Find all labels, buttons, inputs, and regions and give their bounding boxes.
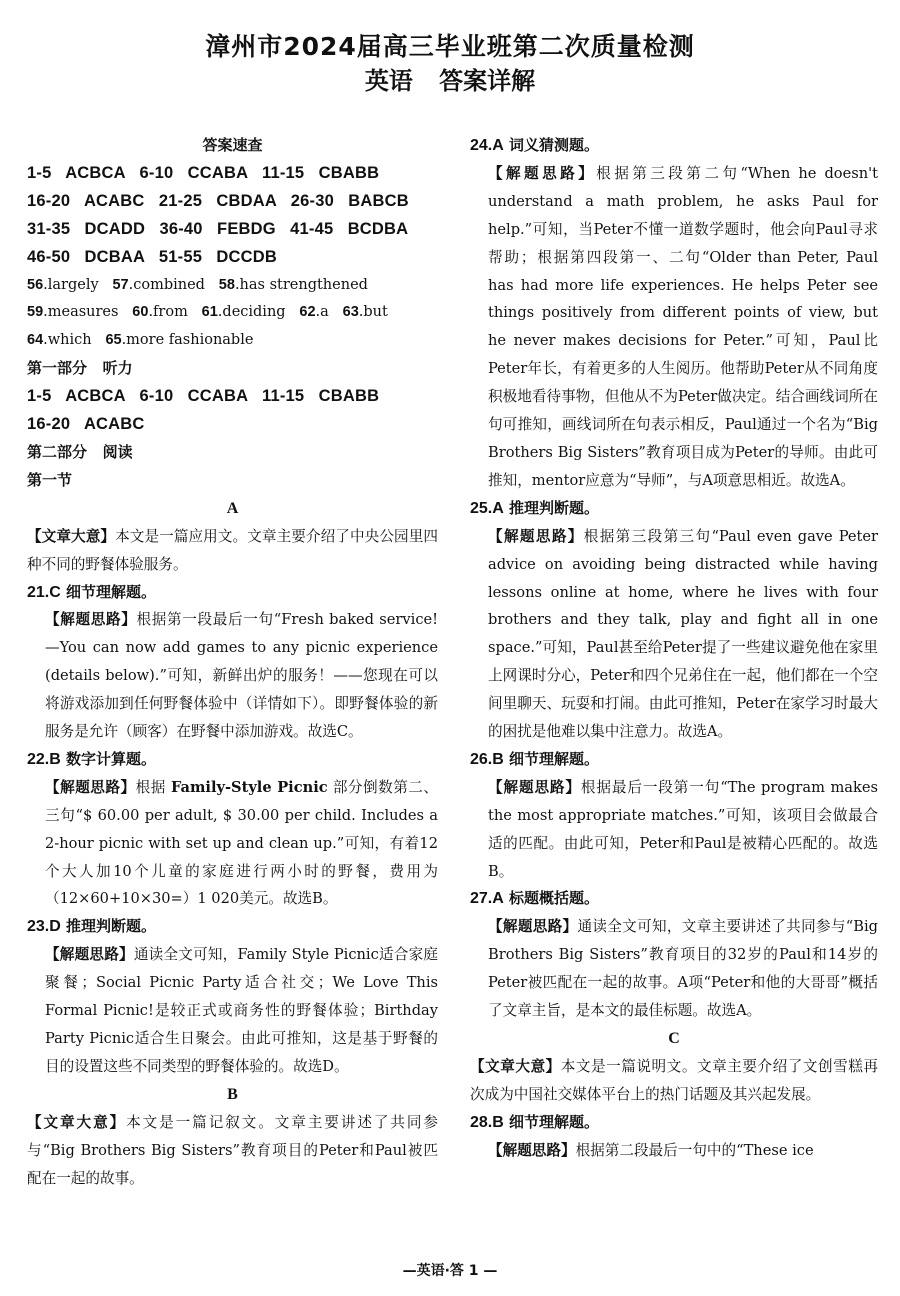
section1-heading: 第一节: [27, 470, 73, 489]
question-number: 26.B: [470, 750, 504, 768]
question-number: 27.A: [470, 890, 504, 908]
explanation-pre: 根据: [135, 778, 166, 796]
explanation-text: 根据最后一段第一句“The program makes the most appropriate matches.”可知，该项目会做最合适的匹配。由此可知，Peter和Paul是被精心匹配的。故选B。: [488, 778, 878, 880]
fill-num: 65: [105, 332, 122, 349]
summary-label: 【文章大意】: [470, 1057, 561, 1075]
question-23-header: [27, 913, 438, 941]
part1-heading: 第一部分 听力: [27, 359, 133, 378]
fill-num: 59: [27, 304, 44, 321]
fill-answer: .a: [315, 304, 329, 321]
explanation-text: 通读全文可知，Family Style Picnic适合家庭聚餐；Social Picnic Party适合社交；We Love This Formal Picnic!是较正式或商务性的野餐体验；Birthday Party Picnic适合生日聚会。由此可推知，这是基于野餐的目的设置这些不同类型的野餐体验的。故选D。: [45, 946, 438, 1075]
left-column: [27, 132, 438, 1192]
fill-row-2: [27, 299, 438, 327]
passage-c-summary: [470, 1053, 878, 1109]
fill-num: 58: [218, 276, 235, 293]
right-column: [470, 132, 878, 1165]
fill-num: 60: [132, 304, 149, 321]
fill-answer: .more fashionable: [121, 332, 254, 349]
fill-answer: .deciding: [217, 304, 286, 321]
page-title: 漳州市2024届高三毕业班第二次质量检测: [205, 32, 695, 61]
explanation-label: 【解题思路】: [488, 1141, 576, 1159]
question-number: 28.B: [470, 1113, 504, 1131]
question-22-header: [27, 746, 438, 774]
question-type: 推理判断题。: [66, 917, 157, 936]
summary-title: 答案速查: [202, 136, 263, 154]
explanation-label: 【解题思路】: [488, 918, 578, 936]
page-footer: —英语·答 1 —: [402, 1263, 498, 1279]
answer-row-4: 46-50 DCBAA 51-55 DCCDB: [27, 247, 278, 266]
fill-num: 64: [27, 332, 44, 349]
question-23-explanation: [27, 941, 438, 1081]
passage-a-heading: A: [226, 499, 239, 517]
fill-num: 57: [112, 276, 129, 293]
question-type: 细节理解题。: [66, 582, 157, 601]
question-number: 24.A: [470, 137, 504, 154]
explanation-label: 【解题思路】: [45, 778, 136, 796]
explanation-label: 【解题思路】: [488, 164, 597, 182]
question-24-explanation: [470, 160, 878, 495]
fill-num: 63: [342, 304, 359, 321]
question-number: 25.A: [470, 499, 504, 517]
summary-text: 本文是一篇说明文。文章主要介绍了文创雪糕再次成为中国社交媒体平台上的热门话题及其兴起发展。: [470, 1057, 878, 1103]
fill-row-1: [27, 272, 438, 300]
listening-row-1: 1-5 ACBCA 6-10 CCABA 11-15 CBABB: [27, 387, 380, 406]
fill-answer: .measures: [43, 304, 119, 321]
question-number: 23.D: [27, 918, 61, 936]
question-26-explanation: [470, 774, 878, 886]
fill-answer: .combined: [128, 276, 205, 293]
fill-num: 56: [27, 276, 44, 293]
answer-row-3: 31-35 DCADD 36-40 FEBDG 41-45 BCDBA: [27, 219, 409, 238]
explanation-label: 【解题思路】: [488, 778, 581, 796]
question-type: 推理判断题。: [509, 498, 600, 517]
passage-b-heading: B: [227, 1085, 238, 1103]
question-type: 细节理解题。: [509, 749, 600, 768]
fill-answer: .but: [358, 304, 388, 321]
question-21-explanation: [27, 606, 438, 746]
question-type: 词义猜测题。: [509, 136, 600, 154]
question-26-header: [470, 746, 878, 774]
question-21-header: [27, 579, 438, 607]
question-27-explanation: [470, 913, 878, 1025]
fill-row-3: [27, 327, 438, 355]
passage-b-summary: [27, 1109, 438, 1193]
question-28-explanation: [470, 1137, 878, 1165]
fill-answer: .has strengthened: [234, 276, 368, 293]
page-subtitle: 英语 答案详解: [364, 67, 536, 95]
fill-num: 61: [201, 304, 218, 321]
question-type: 数字计算题。: [66, 749, 157, 768]
question-22-explanation: [27, 774, 438, 914]
question-25-explanation: [470, 523, 878, 746]
summary-label: 【文章大意】: [27, 1113, 127, 1131]
explanation-text: 根据第二段最后一句中的“These ice: [575, 1141, 814, 1159]
explanation-text: 根据第三段第三句“Paul even gave Peter advice on avoiding being distracted while having lessons online at home, where he lives with four brothers and they talk, play and fight all in one space.”可知，Paul甚至给Peter提了一些建议避免他在家里上网课时分心，Peter和四个兄弟住在一起，他们都在一个空间里聊天、玩耍和打闹。由此可推知，Peter在家学习时最大的困扰是他难以集中注意力。故选A。: [488, 527, 878, 741]
part2-heading: 第二部分 阅读: [27, 442, 133, 461]
explanation-text: 部分倒数第二、三句“$ 60.00 per adult, $ 30.00 per child. Includes a 2-hour picnic with set up and clean up.”可知，有着12个大人加10个儿童的家庭进行两小时的野餐，费用为（12×60+10×30=）1 020美元。故选B。: [45, 778, 438, 908]
answer-row-1: 1-5 ACBCA 6-10 CCABA 11-15 CBABB: [27, 163, 380, 182]
summary-label: 【文章大意】: [27, 527, 116, 545]
explanation-text: 根据第三段第二句“When he doesn't understand a math problem, he asks Paul for help.”可知，当Peter不懂一道数学题时，他会向Paul寻求帮助；根据第四段第一、二句“Older than Peter, Paul has had more life experiences. He helps Peter see things positively from different points of view, but he never makes decisions for Peter.”可知，Paul比Peter年长，有着更多的人生阅历。他帮助Peter从不同角度积极地看待事物，但他从不为Peter做决定。结合画线词所在句可推知，画线词所在句表示相反，Paul通过一个名为“Big Brothers Big Sisters”教育项目成为Peter的导师。由此可推知，mentor应意为“导师”，与A项意思相近。故选A。: [488, 164, 878, 489]
listening-row-2: 16-20 ACABC: [27, 415, 145, 434]
question-27-header: [470, 885, 878, 913]
question-type: 标题概括题。: [509, 889, 600, 908]
passage-a-summary: [27, 523, 438, 579]
fill-num: 62: [299, 304, 316, 321]
explanation-label: 【解题思路】: [488, 527, 584, 545]
question-25-header: [470, 495, 878, 523]
passage-c-heading: C: [668, 1030, 680, 1047]
explanation-label: 【解题思路】: [45, 946, 134, 964]
fill-answer: .largely: [43, 276, 99, 293]
summary-text: 本文是一篇应用文。文章主要介绍了中央公园里四种不同的野餐体验服务。: [27, 527, 438, 573]
explanation-label: 【解题思路】: [45, 611, 137, 629]
answer-row-2: 16-20 ACABC 21-25 CBDAA 26-30 BABCB: [27, 191, 409, 210]
explanation-text: 根据第一段最后一句“Fresh baked service! —You can now add games to any picnic experience (details below).”可知，新鲜出炉的服务！——您现在可以将游戏添加到任何野餐体验中（详情如下）。即野餐体验的新服务是允许（顾客）在野餐中添加游戏。故选C。: [45, 611, 438, 741]
fill-answer: .from: [148, 304, 188, 321]
page-header: [0, 30, 900, 98]
question-number: 22.B: [27, 750, 61, 768]
fill-answer: .which: [43, 332, 92, 349]
question-number: 21.C: [27, 583, 61, 601]
explanation-text: 通读全文可知，文章主要讲述了共同参与“Big Brothers Big Sisters”教育项目的32岁的Paul和14岁的Peter被匹配在一起的故事。A项“Peter和他的大哥哥”概括了文章主旨，是本文的最佳标题。故选A。: [488, 918, 878, 1020]
question-28-header: [470, 1109, 878, 1137]
section-name: Family-Style Picnic: [170, 778, 328, 796]
question-24-header: [470, 132, 878, 160]
question-type: 细节理解题。: [509, 1112, 600, 1131]
summary-text: 本文是一篇记叙文。文章主要讲述了共同参与“Big Brothers Big Sisters”教育项目的Peter和Paul被匹配在一起的故事。: [27, 1113, 438, 1187]
